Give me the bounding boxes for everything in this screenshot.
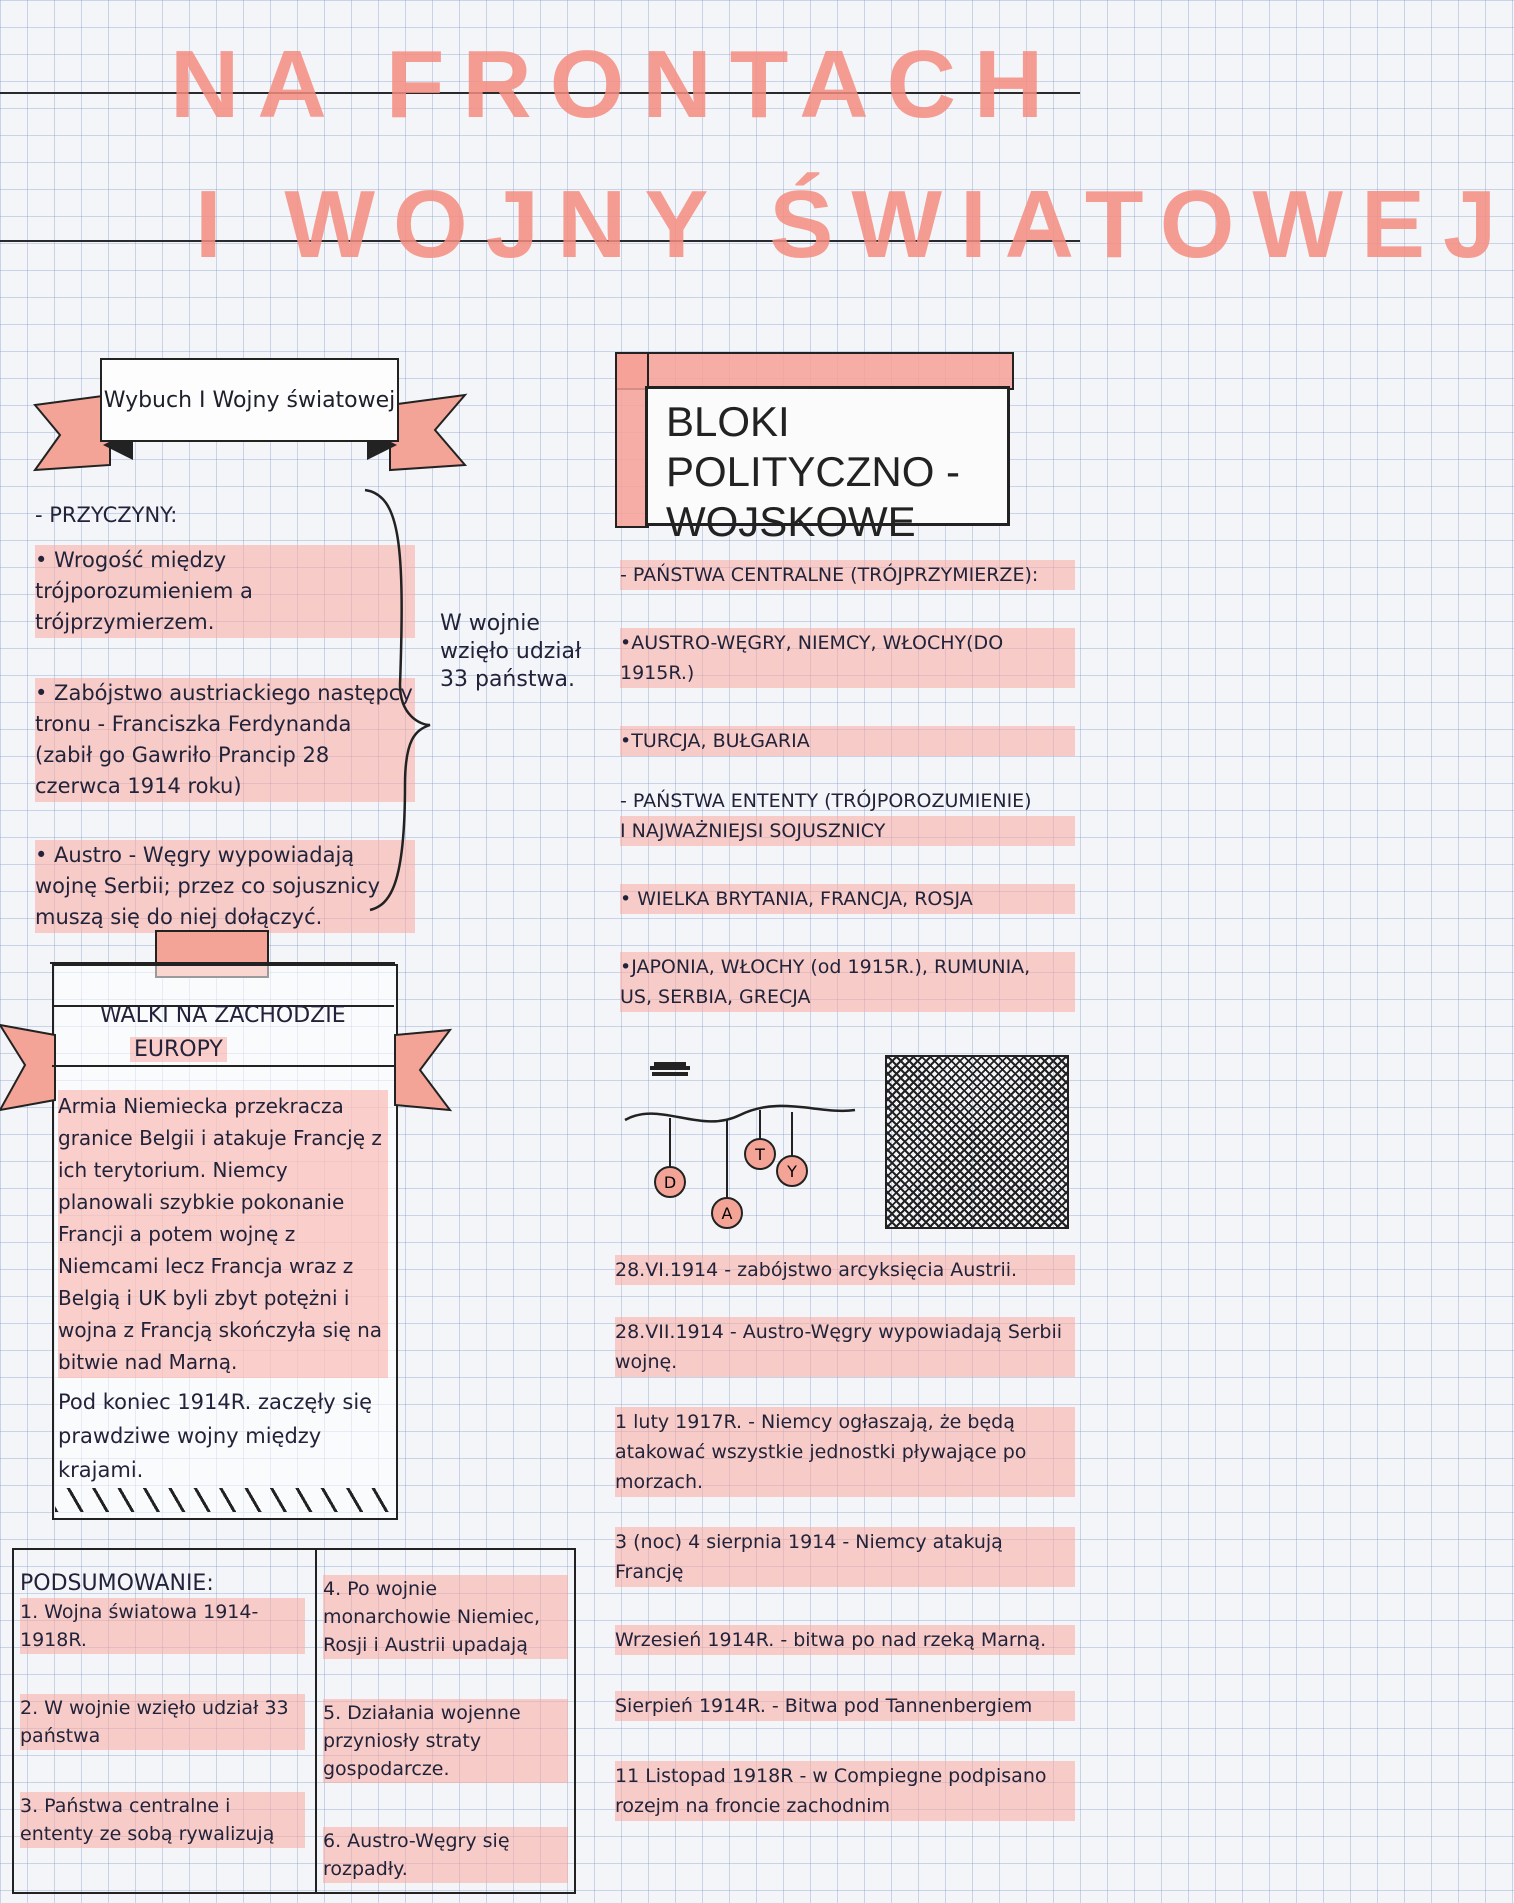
garland-letter: D (663, 1173, 677, 1192)
garland-letter: A (721, 1204, 733, 1223)
timeline-item: Wrzesień 1914R. - bitwa po nad rzeką Marną. (615, 1625, 1075, 1655)
west-text-2: Pod koniec 1914R. zaczęły się prawdziwe wojny między krajami. (58, 1390, 373, 1482)
entente-header-2: I NAJWAŻNIEJSI SOJUSZNICY (620, 816, 1075, 846)
timeline-item: 3 (noc) 4 sierpnia 1914 - Niemcy atakują Francję (615, 1527, 1075, 1587)
cause-item: • Austro - Węgry wypowiadają wojnę Serbii; przez co sojusznicy muszą się do niej dołączyć. (35, 840, 415, 933)
timeline-item: 11 Listopad 1918R - w Compiegne podpisano rozejm na froncie zachodnim (615, 1761, 1075, 1821)
west-title-2: EUROPY (130, 1037, 227, 1062)
west-text: Armia Niemiecka przekracza granice Belgii i atakuje Francję z ich terytorium. Niemcy planowali szybkie pokonanie Francji a potem wojnę z Niemcami lecz Francja wraz z Belgią i UK byli zbyt potężni i wojna z Francją skończyła się na bitwie nad Marną. (58, 1090, 388, 1378)
summary-item: 1. Wojna światowa 1914-1918R. (20, 1598, 305, 1654)
central-item: •AUSTRO-WĘGRY, NIEMCY, WŁOCHY(DO 1915R.) (620, 628, 1075, 688)
cause-item: • Zabójstwo austriackiego następcy tronu - Franciszka Ferdynanda (zabił go Gawriło Prancip 28 czerwca 1914 roku) (35, 678, 415, 802)
summary-item: 2. W wojnie wzięło udział 33 państwa (20, 1694, 305, 1750)
entente-item: •JAPONIA, WŁOCHY (od 1915R.), RUMUNIA, (620, 952, 1075, 982)
timeline (615, 1255, 1075, 1821)
divider (52, 1065, 394, 1067)
bloki-title-1: BLOKI POLITYCZNO - (666, 398, 961, 495)
entente-header: - PAŃSTWA ENTENTY (TRÓJPOROZUMIENIE) (620, 790, 1032, 812)
bloki-title-2: WOJSKOWE (666, 498, 916, 545)
brace-note: W wojnie wzięło udział 33 państwa. (440, 611, 582, 692)
central-item: •TURCJA, BUŁGARIA (620, 726, 1075, 756)
garland-doodle-icon (620, 1060, 860, 1240)
summary-item: 5. Działania wojenne przyniosły straty gospodarcze. (323, 1699, 568, 1783)
timeline-item: 28.VI.1914 - zabójstwo arcyksięcia Austrii. (615, 1255, 1075, 1285)
cause-item: • Wrogość między trójporozumieniem a trójprzymierzem. (35, 545, 415, 638)
timeline-item: 1 luty 1917R. - Niemcy ogłaszają, że będą atakować wszystkie jednostki pływające po morzach. (615, 1407, 1075, 1497)
causes-header: - PRZYCZYNY: (35, 503, 178, 527)
summary-right-col (323, 1575, 568, 1883)
timeline-item: 28.VII.1914 - Austro-Węgry wypowiadają Serbii wojnę. (615, 1317, 1075, 1377)
bloki-side-decor (615, 352, 649, 528)
hatched-square-decor (885, 1055, 1069, 1229)
entente-item: US, SERBIA, GRECJA (620, 982, 1075, 1012)
summary-item: 6. Austro-Węgry się rozpadły. (323, 1827, 568, 1883)
summary-item: 4. Po wojnie monarchowie Niemiec, Rosji i Austrii upadają (323, 1575, 568, 1659)
entente-item: • WIELKA BRYTANIA, FRANCJA, ROSJA (620, 884, 1075, 914)
west-title-1: WALKI NA ZACHODZIE (100, 1003, 346, 1028)
central-header: - PAŃSTWA CENTRALNE (TRÓJPRZYMIERZE): (620, 560, 1075, 590)
causes-section (35, 500, 415, 933)
summary-item: 3. Państwa centralne i ententy ze sobą rywalizują (20, 1792, 305, 1848)
bloki-top-decor (615, 352, 1014, 390)
garland-letter: T (755, 1145, 765, 1164)
summary-header: PODSUMOWANIE: (20, 1571, 214, 1596)
stripes-decor (55, 1488, 391, 1512)
title-line-1: NA FRONTACH (170, 31, 1062, 138)
summary-left-col (20, 1570, 305, 1848)
title-line-2: I WOJNY ŚWIATOWEJ (195, 171, 1514, 278)
garland-letter: Y (787, 1162, 797, 1181)
timeline-item: Sierpień 1914R. - Bitwa pod Tannenbergiem (615, 1691, 1075, 1721)
banner-label: Wybuch I Wojny światowej (100, 358, 399, 442)
bloki-box (645, 386, 1010, 545)
blocs-list (620, 560, 1075, 1012)
brace-icon (360, 485, 440, 915)
summary-divider (315, 1548, 317, 1892)
